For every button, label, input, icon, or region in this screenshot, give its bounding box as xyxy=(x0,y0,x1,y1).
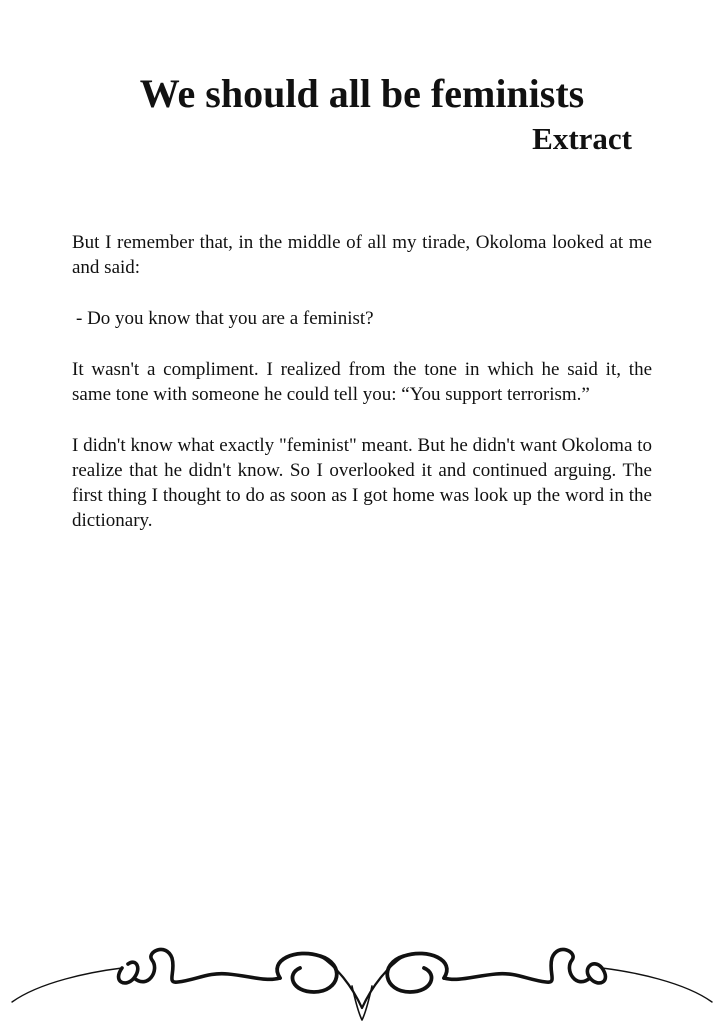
extract-body xyxy=(72,230,652,559)
paragraph-1: But I remember that, in the middle of all my tirade, Okoloma looked at me and said: xyxy=(72,232,652,278)
flourish-divider-icon xyxy=(0,920,724,1024)
paragraph-2-dialogue: - Do you know that you are a feminist? xyxy=(76,308,374,329)
document-subtitle: Extract xyxy=(532,121,632,156)
paragraph-4: I didn't know what exactly "feminist" meant. But he didn't want Okoloma to realize that he didn't know. So I overlooked it and continued arguing. The first thing I thought to do as soon as I got home was look up the word in the dictionary. xyxy=(72,435,652,531)
paragraph-3: It wasn't a compliment. I realized from the tone in which he said it, the same tone with someone he could tell you: “You support terrorism.” xyxy=(72,359,652,405)
document-title: We should all be feminists xyxy=(139,71,585,116)
